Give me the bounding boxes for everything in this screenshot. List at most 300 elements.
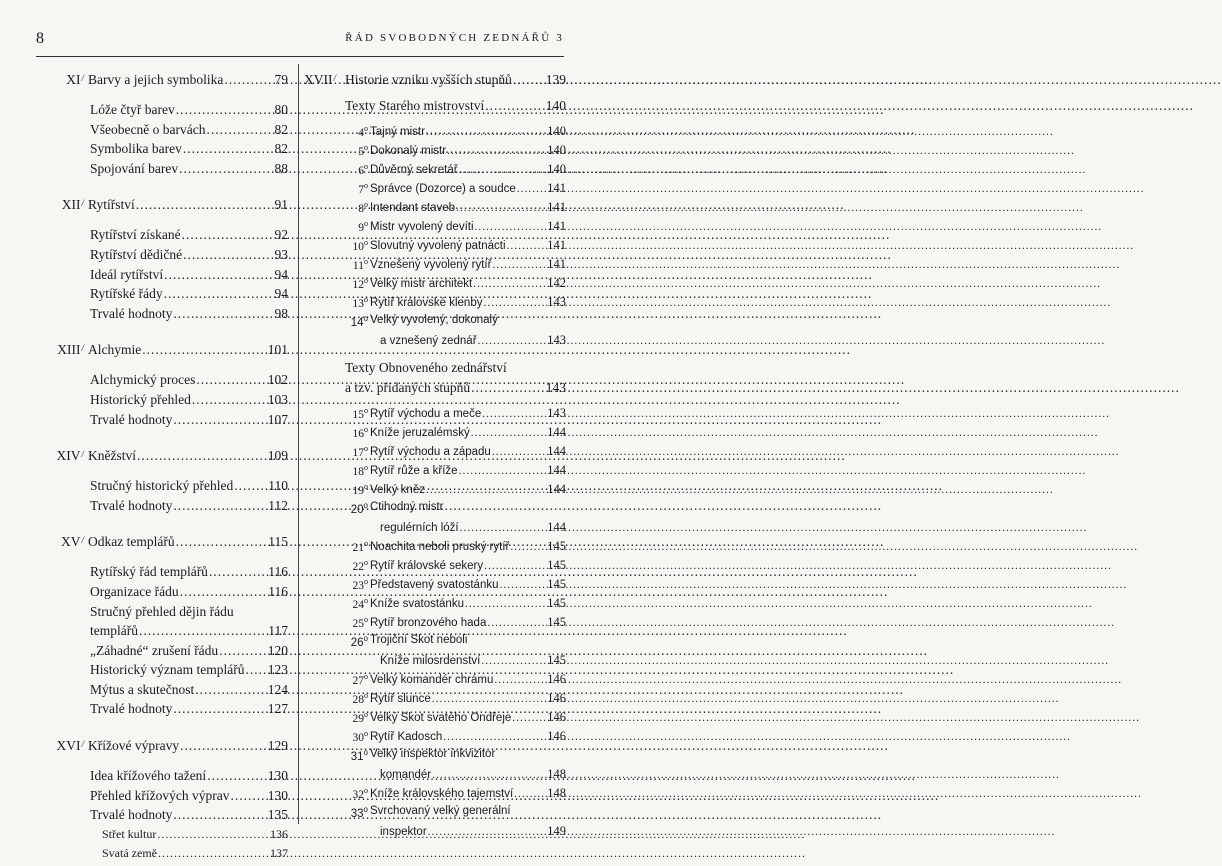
entry-title: Mistr vyvolený devíti — [370, 221, 474, 233]
entry-title: a tzv. přidaných stupňů — [345, 380, 471, 395]
chapter-entry — [304, 72, 566, 92]
entry-title: Rytíř růže a kříže — [370, 465, 458, 477]
spacer — [36, 758, 288, 768]
degree-entry — [304, 257, 566, 276]
entry-title: Barvy a jejich symbolika — [88, 72, 224, 87]
leader-dots — [482, 408, 546, 420]
spacer — [36, 554, 288, 564]
entry-title: Trvalé hodnoty — [90, 411, 173, 427]
running-head: ŘÁD SVOBODNÝCH ZEDNÁŘŮ 3 — [345, 32, 564, 44]
subentry — [36, 788, 288, 808]
degree-sign: o — [364, 539, 368, 548]
degree-entry — [304, 482, 566, 501]
spacer — [36, 362, 288, 372]
degree-sign: o — [364, 596, 368, 605]
degree-entry — [304, 691, 566, 710]
degree-entry — [304, 406, 566, 425]
subentry-line: Stručný přehled dějin řádu — [90, 603, 234, 619]
degree-number: 5$^o$ — [358, 143, 368, 158]
entry-title: Rytířský řád templářů — [90, 564, 208, 580]
leader-dots — [485, 98, 544, 114]
degree-number: 33$^o$ — [350, 805, 368, 820]
degree-sign: o — [364, 729, 368, 738]
leader-dots — [426, 484, 546, 496]
degree-number: 32$^o$ — [352, 786, 368, 801]
degree-sign: o — [364, 406, 368, 415]
leader-dots — [245, 662, 266, 678]
entry-page: 146 — [547, 672, 566, 686]
leader-dots — [483, 297, 546, 309]
entry-page: 117 — [268, 623, 288, 639]
entry-page: 144 — [547, 520, 566, 534]
subentry — [36, 682, 288, 702]
spacer — [36, 180, 288, 197]
chapter-roman: XIII — [57, 342, 81, 358]
degree-number: 9$^o$ — [358, 219, 368, 234]
entry-page: 124 — [267, 681, 288, 697]
leader-dots — [158, 846, 269, 861]
degree-entry — [304, 295, 566, 314]
leader-dots — [234, 478, 267, 494]
entry-page: 144 — [547, 482, 566, 496]
entry-title: Alchymie — [88, 342, 142, 358]
entry-title: Tajný mistr — [370, 126, 425, 138]
entry-page: 93 — [274, 246, 288, 262]
entry-page: 145 — [547, 615, 566, 629]
header-rule — [36, 56, 564, 57]
spacer — [36, 217, 288, 227]
entry-page: 141 — [547, 181, 566, 195]
entry-page: 149 — [547, 824, 566, 838]
entry-page: 148 — [547, 767, 566, 781]
subentry — [36, 412, 288, 432]
leader-dots — [510, 541, 546, 553]
entry-page: 143 — [545, 380, 566, 395]
degree-sign: o — [364, 482, 368, 491]
entry-title: templářů — [90, 623, 138, 639]
chapter-entry — [36, 738, 288, 758]
subentry — [36, 102, 288, 122]
leader-dots — [473, 278, 546, 290]
leader-dots — [492, 259, 546, 271]
section-heading — [304, 98, 566, 118]
degree-number: 10$^o$ — [352, 238, 368, 253]
degree-sign: o — [364, 425, 368, 434]
degree-sign: o — [364, 238, 368, 247]
subentry — [36, 701, 288, 721]
entry-title: Křížové výpravy — [88, 738, 180, 754]
entry-page: 115 — [268, 534, 288, 550]
degree-number: 15$^o$ — [352, 406, 368, 421]
degree-number: 13$^o$ — [352, 295, 368, 310]
spacer — [36, 468, 288, 478]
degree-entry-line — [304, 805, 566, 824]
leader-dots — [176, 534, 268, 550]
subentry — [36, 161, 288, 181]
degree-entry-line — [304, 634, 566, 653]
degree-number: 21$^o$ — [352, 539, 368, 554]
degree-entry — [304, 786, 566, 805]
degree-entry-line — [304, 501, 566, 520]
entry-title: Velký inspektor inkvizitor — [370, 748, 496, 760]
entry-title: Rytíř královské klenby — [370, 297, 483, 309]
leader-dots — [183, 141, 274, 157]
entry-title: Organizace řádu — [90, 583, 179, 599]
entry-title: Ideál rytířství — [90, 266, 164, 282]
degree-number: 28$^o$ — [352, 691, 368, 706]
entry-page: 145 — [547, 539, 566, 553]
spacer — [304, 60, 566, 72]
chapter-number — [36, 72, 84, 88]
entry-title: Historický přehled — [90, 391, 191, 407]
degree-entry — [304, 615, 566, 634]
page-number: 8 — [36, 30, 44, 47]
leader-dots — [459, 465, 547, 477]
degree-sign: o — [364, 181, 368, 190]
degree-sign: o — [363, 805, 368, 814]
entry-page: 146 — [547, 729, 566, 743]
entry-page: 143 — [547, 295, 566, 309]
chapter-separator: / — [81, 73, 84, 83]
degree-sign: o — [364, 124, 368, 133]
entry-page: 145 — [547, 596, 566, 610]
leader-dots — [173, 412, 266, 428]
entry-page: 140 — [547, 143, 566, 157]
degree-entry — [304, 596, 566, 615]
degree-sign: o — [363, 634, 368, 643]
toc-left-column — [36, 60, 288, 866]
leader-dots — [219, 643, 267, 659]
entry-title: Kníže jeruzalémský — [370, 427, 470, 439]
entry-title: „Záhadné“ zrušení řádu — [90, 642, 219, 658]
leader-dots — [196, 372, 266, 388]
degree-number: 16$^o$ — [352, 425, 368, 440]
entry-page: 146 — [547, 710, 566, 724]
subentry — [36, 768, 288, 788]
entry-page: 141 — [547, 238, 566, 252]
chapter-number — [36, 448, 84, 464]
leader-dots — [494, 674, 546, 686]
chapter-number — [304, 72, 344, 88]
chapter-separator: / — [81, 535, 84, 546]
leader-dots — [514, 788, 546, 800]
subentry — [36, 247, 288, 267]
entry-page: 109 — [267, 448, 288, 464]
degree-number: 6$^o$ — [358, 162, 368, 177]
entry-title: Trvalé hodnoty — [90, 305, 173, 321]
chapter-separator: / — [81, 449, 84, 460]
entry-page: 112 — [268, 497, 288, 513]
section-heading-line: Texty Obnoveného zednářství — [345, 360, 507, 375]
chapter-roman: XI — [66, 72, 81, 87]
degree-sign: o — [364, 691, 368, 700]
degree-entry — [304, 162, 566, 181]
subentry — [36, 564, 288, 584]
degree-entry — [304, 520, 566, 539]
degree-entry — [304, 710, 566, 729]
subentry — [36, 267, 288, 287]
subentry — [36, 807, 288, 827]
entry-page: 148 — [547, 786, 566, 800]
leader-dots — [471, 380, 545, 396]
entry-page: 145 — [547, 577, 566, 591]
entry-title: regulérních lóží — [380, 522, 459, 534]
entry-page: 144 — [547, 463, 566, 477]
entry-page: 143 — [547, 333, 566, 347]
degree-sign: o — [364, 786, 368, 795]
leader-dots — [173, 306, 273, 322]
entry-title: Rytířství — [88, 197, 135, 213]
entry-title: Velký komandér chrámu — [370, 674, 494, 686]
subentry — [36, 286, 288, 306]
entry-title: Velký vyvolený, dokonalý — [370, 314, 498, 326]
entry-page: 80 — [274, 102, 288, 117]
entry-page: 92 — [274, 227, 288, 243]
entry-page: 130 — [267, 787, 288, 803]
subentry — [36, 662, 288, 682]
entry-title: Dokonalý mistr — [370, 145, 447, 157]
entry-page: 94 — [274, 286, 288, 302]
leader-dots — [224, 72, 273, 88]
entry-page: 98 — [274, 305, 288, 321]
entry-page: 129 — [267, 738, 288, 754]
entry-title: Alchymický proces — [90, 372, 196, 388]
degree-entry — [304, 276, 566, 295]
entry-title: Rytíř východu a západu — [370, 446, 491, 458]
toc-right-column — [304, 60, 566, 843]
leader-dots — [137, 448, 267, 464]
entry-title: Rytíř Kadosch — [370, 731, 443, 743]
entry-page: 107 — [267, 411, 288, 427]
entry-title: Trvalé hodnoty — [90, 807, 173, 823]
entry-page: 120 — [267, 642, 288, 658]
subentry — [36, 306, 288, 326]
entry-page: 116 — [268, 564, 288, 580]
degree-number: 29$^o$ — [352, 710, 368, 725]
spacer — [36, 431, 288, 448]
degree-number: 23$^o$ — [352, 577, 368, 592]
degree-number: 22$^o$ — [352, 558, 368, 573]
subentry — [36, 141, 288, 161]
degree-sign: o — [364, 710, 368, 719]
leader-dots — [465, 598, 546, 610]
leader-dots — [426, 126, 546, 138]
degree-sign: o — [364, 463, 368, 472]
degree-entry — [304, 238, 566, 257]
chapter-number — [36, 342, 84, 358]
leader-dots — [180, 584, 268, 600]
entry-title: Symbolika barev — [90, 141, 182, 157]
spacer — [36, 92, 288, 102]
chapter-entry — [36, 72, 288, 92]
entry-title: Kníže milosrdenství — [380, 655, 481, 667]
entry-page: 82 — [274, 121, 288, 137]
leader-dots — [136, 197, 274, 213]
degree-entry — [304, 729, 566, 748]
entry-page: 101 — [267, 342, 288, 358]
entry-title: Ctihodný mistr — [370, 501, 444, 513]
entry-title: a vznešený zednář — [380, 335, 477, 347]
entry-page: 142 — [547, 276, 566, 290]
entry-title: Mýtus a skutečnost — [90, 681, 195, 697]
degree-sign: o — [364, 276, 368, 285]
leader-dots — [500, 579, 547, 591]
chapter-roman: XVI — [56, 738, 81, 754]
entry-page: 127 — [267, 701, 288, 717]
entry-page: 144 — [547, 444, 566, 458]
entry-title: Odkaz templářů — [88, 534, 175, 550]
entry-page: 130 — [267, 768, 288, 784]
degree-number: 14$^o$ — [350, 314, 368, 329]
leader-dots — [447, 145, 546, 157]
entry-page: 144 — [547, 425, 566, 439]
degree-entry — [304, 143, 566, 162]
degree-number: 17$^o$ — [352, 444, 368, 459]
entry-title: Velký kněz — [370, 484, 425, 496]
entry-page: 140 — [545, 98, 566, 113]
chapter-separator: / — [333, 73, 337, 83]
chapter-separator: / — [81, 198, 84, 209]
degree-number: 18$^o$ — [352, 463, 368, 478]
entry-title: Rytířské řády — [90, 286, 163, 302]
entry-title: Velký Skot svatého Ondřeje — [370, 712, 512, 724]
entry-title: Kněžství — [88, 448, 136, 464]
entry-page: 82 — [274, 141, 288, 157]
leader-dots — [478, 335, 547, 347]
leader-dots — [180, 738, 267, 754]
degree-entry — [304, 200, 566, 219]
degree-entry — [304, 181, 566, 200]
leader-dots — [139, 623, 267, 639]
leader-dots — [471, 427, 547, 439]
entry-page: 141 — [547, 219, 566, 233]
leader-dots — [481, 655, 546, 667]
spacer — [36, 325, 288, 342]
degree-sign: o — [364, 672, 368, 681]
entry-title: Spojování barev — [90, 160, 179, 176]
spacer — [36, 60, 288, 72]
entry-page: 136 — [270, 826, 288, 841]
leader-dots — [432, 769, 546, 781]
entry-page: 145 — [547, 558, 566, 572]
leader-dots — [507, 240, 547, 252]
entry-page: 79 — [274, 72, 288, 87]
degree-entry-line — [304, 314, 566, 333]
entry-title: Rytíř bronzového hada — [370, 617, 487, 629]
chapter-number — [36, 738, 84, 754]
entry-title: inspektor — [380, 826, 427, 838]
degree-number: 19$^o$ — [352, 482, 368, 497]
entry-title: Důvěrný sekretář — [370, 164, 458, 176]
spacer — [36, 721, 288, 738]
chapter-separator: / — [81, 343, 84, 354]
leader-dots — [207, 768, 267, 784]
entry-title: Svrchovaný velký generální — [370, 805, 511, 817]
entry-page: 140 — [547, 124, 566, 138]
leader-dots — [176, 102, 274, 118]
degree-entry — [304, 577, 566, 596]
leader-dots — [428, 826, 547, 838]
leader-dots — [484, 560, 546, 572]
leader-dots — [195, 682, 267, 698]
degree-sign: o — [363, 748, 368, 757]
entry-title: Správce (Dozorce) a soudce — [370, 183, 516, 195]
subentry — [36, 846, 288, 866]
degree-entry — [304, 653, 566, 672]
chapter-number — [36, 197, 84, 213]
degree-sign: o — [364, 219, 368, 228]
entry-title: Rytíř východu a meče — [370, 408, 482, 420]
leader-dots — [492, 446, 546, 458]
degree-sign: o — [364, 143, 368, 152]
degree-sign: o — [363, 501, 368, 510]
degree-sign: o — [364, 257, 368, 266]
leader-dots — [142, 342, 267, 358]
chapter-roman: XV — [60, 534, 81, 550]
entry-page: 103 — [267, 391, 288, 407]
entry-title: Texty Starého mistrovství — [345, 98, 485, 113]
leader-dots — [164, 286, 274, 302]
chapter-roman: XVII — [304, 72, 333, 87]
leader-dots — [179, 161, 273, 177]
subentry — [36, 478, 288, 498]
leader-dots — [230, 788, 266, 804]
leader-dots — [517, 183, 547, 195]
subentry — [36, 392, 288, 412]
chapter-entry — [36, 197, 288, 217]
subentry — [36, 372, 288, 392]
entry-title: Rytíř slunce — [370, 693, 431, 705]
entry-title: Noachita neboli pruský rytíř — [370, 541, 510, 553]
entry-page: 88 — [274, 160, 288, 176]
chapter-entry — [36, 342, 288, 362]
subentry — [36, 643, 288, 663]
spacer — [304, 352, 566, 360]
leader-dots — [173, 701, 266, 717]
leader-dots — [512, 712, 546, 724]
entry-page: 137 — [270, 846, 288, 861]
chapter-entry — [36, 448, 288, 468]
entry-title: Kníže svatostánku — [370, 598, 464, 610]
entry-title: Přehled křížových výprav — [90, 787, 230, 803]
subentry — [36, 122, 288, 142]
leader-dots — [182, 227, 274, 243]
leader-dots — [173, 498, 267, 514]
leader-dots — [192, 392, 267, 408]
entry-title: Slovutný vyvolený patnácti — [370, 240, 506, 252]
entry-page: 94 — [274, 266, 288, 282]
degree-sign: o — [364, 558, 368, 567]
subentry — [36, 623, 288, 643]
degree-sign: o — [364, 577, 368, 586]
degree-number: 4$^o$ — [358, 124, 368, 139]
entry-page: 141 — [547, 200, 566, 214]
entry-title: komandér — [380, 769, 432, 781]
entry-title: Trojiční Skot neboli — [370, 634, 468, 646]
leader-dots — [164, 267, 273, 283]
chapter-roman: XII — [61, 197, 81, 213]
degree-entry — [304, 824, 566, 843]
entry-page: 141 — [547, 257, 566, 271]
entry-page: 123 — [267, 662, 288, 678]
chapter-roman: XIV — [56, 448, 81, 464]
entry-title: Stručný historický přehled — [90, 478, 234, 494]
entry-title: Rytířství získané — [90, 227, 181, 243]
chapter-number — [36, 534, 84, 550]
degree-number: 7$^o$ — [358, 181, 368, 196]
entry-title: Představený svatostánku — [370, 579, 499, 591]
entry-title: Vznešený vyvolený rytíř — [370, 259, 492, 271]
